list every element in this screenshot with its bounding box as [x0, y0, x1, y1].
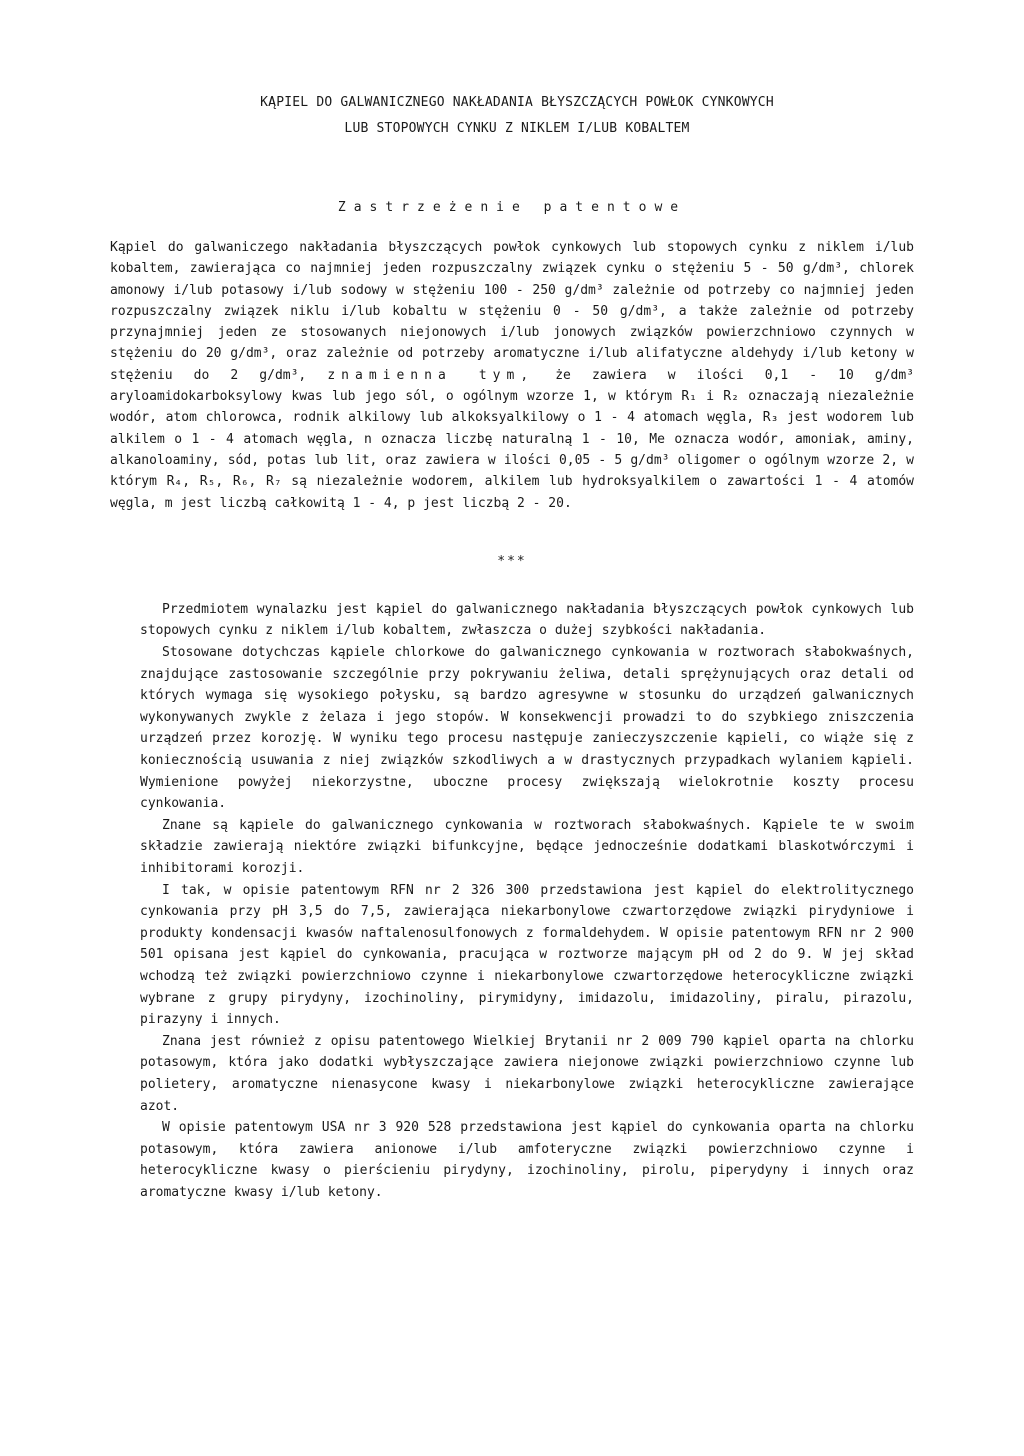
- title-line-2: LUB STOPOWYCH CYNKU Z NIKLEM I/LUB KOBALTEM: [344, 121, 690, 136]
- paragraph: Znana jest również z opisu patentowego Wielkiej Brytanii nr 2 009 790 kąpiel oparta na chlorku potasowym, która jako dodatki wybłyszczające zawiera niejonowe związki powierzchniowo czynne lub polietery, aromatyczne nienasycone kwasy i niekarbonylowe związki heterocykliczne zawierające azot.: [140, 1033, 914, 1114]
- claim-text-part1: Kąpiel do galwaniczego nakładania błyszczących powłok cynkowych lub stopowych cynku z niklem i/lub kobaltem, zawierająca co najmniej jeden rozpuszczalny związek cynku o stężeniu 5 - 50 g/dm³, chlorek amonowy i/lub potasowy i/lub sodowy w stężeniu 100 - 250 g/dm³ zależnie od potrzeby co najmniej jeden rozpuszczalny związek niklu i/lub kobaltu w stężeniu 0 - 50 g/dm³, a także zależnie od potrzeby przynajmniej jeden ze stosowanych niejonowych i/lub jonowych związków powierzchniowo czynnych w stężeniu do 20 g/dm³, oraz zależnie od potrzeby aromatyczne i/lub alifatyczne aldehydy i/lub ketony w stężeniu do 2 g/dm³,: [110, 240, 914, 383]
- title-line-1: KĄPIEL DO GALWANICZNEGO NAKŁADANIA BŁYSZCZĄCYCH POWŁOK CYNKOWYCH: [260, 95, 774, 110]
- paragraph: Przedmiotem wynalazku jest kąpiel do galwanicznego nakładania błyszczących powłok cynkowych lub stopowych cynku z niklem i/lub kobaltem, zwłaszcza o dużej szybkości nakładania.: [140, 601, 914, 639]
- paragraph: Stosowane dotychczas kąpiele chlorkowe do galwanicznego cynkowania w roztworach słabokwaśnych, znajdujące zastosowanie szczególnie przy pokrywaniu żeliwa, detali sprężynujących oraz detali od których wymaga się wysokiego połysku, są bardzo agresywne w stosunku do urządzeń galwanicznych wykonywanych zwykle z żelaza i jego stopów. W konsekwencji prowadzi to do szybkiego zniszczenia urządzeń przez korozję. W wyniku tego procesu następuje zanieczyszczenie kąpieli, co wiąże się z koniecznością usuwania z niej związków szkodliwych a w drastycznych przypadkach wylaniem kąpieli. Wymienione powyżej niekorzystne, uboczne procesy zwiększają wielokrotnie koszty procesu cynkowania.: [140, 645, 914, 812]
- document-title: [120, 90, 914, 142]
- description-body: [140, 599, 914, 1204]
- section-separator: ***: [497, 553, 527, 569]
- paragraph: I tak, w opisie patentowym RFN nr 2 326 300 przedstawiona jest kąpiel do elektrolitycznego cynkowania przy pH 3,5 do 7,5, zawierająca niekarbonylowe czwartorzędowe związki pirydyniowe i produkty kondensacji kwasów naftalenosulfonowych z formaldehydem. W opisie patentowym RFN nr 2 900 501 opisana jest kąpiel do cynkowania, pracująca w roztworze mającym pH od 2 do 9. W jej skład wchodzą też związki powierzchniowo czynne i niekarbonylowe czwartorzędowe heterocykliczne związki wybrane z grupy pirydyny, izochinoliny, pirymidyny, imidazolu, imidazoliny, piralu, pirazolu, pirazyny i innych.: [140, 882, 914, 1028]
- paragraph: W opisie patentowym USA nr 3 920 528 przedstawiona jest kąpiel do cynkowania oparta na chlorku potasowym, która zawiera anionowe i/lub amfoteryczne związki powierzchniowo czynne i heterocykliczne kwasy o pierścieniu pirydyny, izochinoliny, pirolu, piperydyny i innych oraz aromatyczne kwasy i/lub ketony.: [140, 1120, 914, 1200]
- patent-claim: [110, 237, 914, 514]
- claim-text-part2: że zawiera w ilości 0,1 - 10 g/dm³ aryloamidokarboksylowy kwas lub jego sól, o ogólnym wzorze 1, w którym R₁ i R₂ oznaczają niezależnie wodór, atom chlorowca, rodnik alkilowy lub alkoksyalkilowy o 1 - 4 atomach węgla, R₃ jest wodorem lub alkilem o 1 - 4 atomach węgla, n oznacza liczbę naturalną 1 - 10, Me oznacza wodór, amoniak, aminy, alkanoloaminy, sód, potas lub lit, oraz zawiera w ilości 0,05 - 5 g/dm³ oligomer o ogólnym wzorze 2, w którym R₄, R₅, R₆, R₇ są niezależnie wodorem, alkilem lub hydroksyalkilem o zawartości 1 - 4 atomów węgla, m jest liczbą całkowitą 1 - 4, p jest liczbą 2 - 20.: [110, 367, 915, 511]
- claims-heading: Zastrzeżenie patentowe: [337, 200, 687, 215]
- claim-characterizing-phrase: znamienna tym,: [327, 367, 535, 383]
- paragraph: Znane są kąpiele do galwanicznego cynkowania w roztworach słabokwaśnych. Kąpiele te w swoim składzie zawierają niektóre związki bifunkcyjne, będące jednocześnie dodatkami blaskotwórczymi i inhibitorami korozji.: [140, 817, 914, 876]
